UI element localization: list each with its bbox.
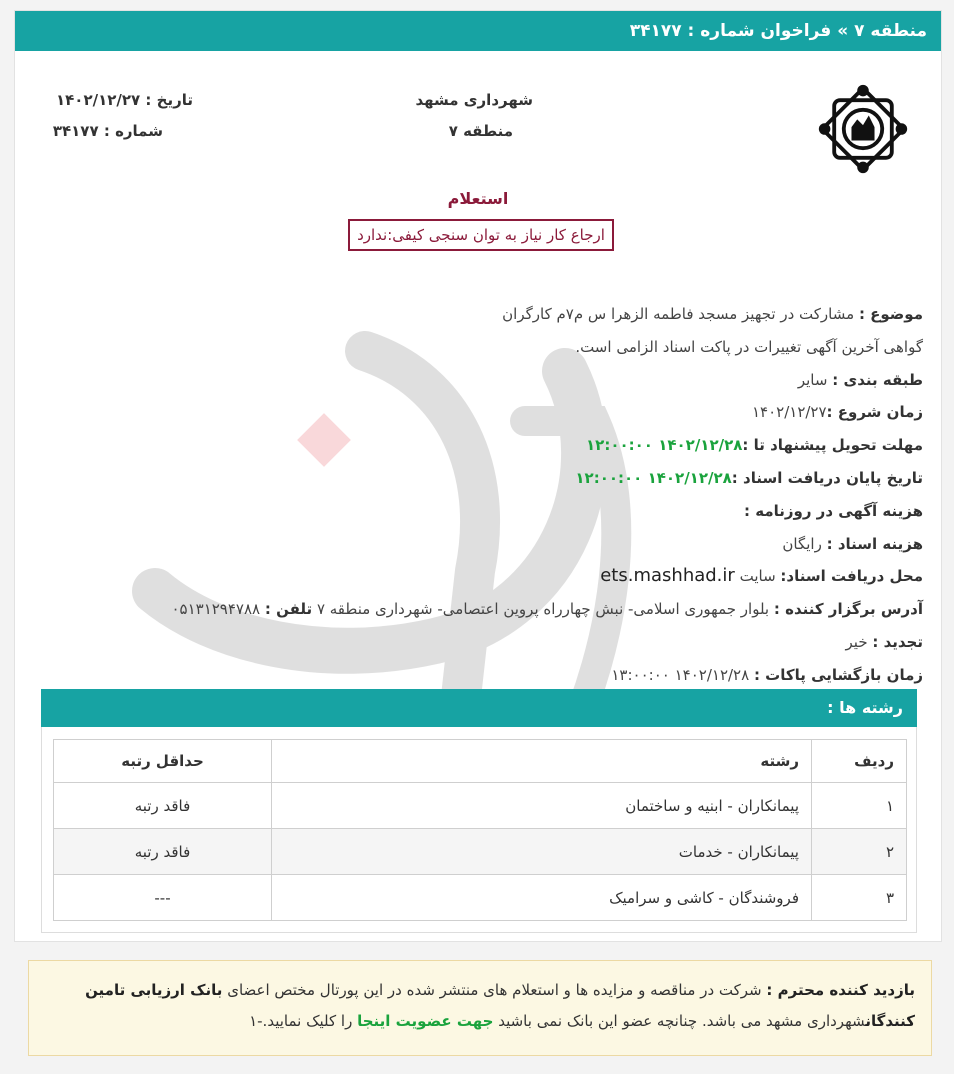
number-value: ۳۴۱۷۷ (52, 122, 99, 140)
row-field: فروشندگان - کاشی و سرامیک (272, 875, 812, 921)
doc-place-prefix: سایت (739, 567, 776, 586)
table-header-row (54, 740, 907, 783)
table-row (54, 875, 907, 921)
notice-text-1: شرکت در مناقصه و مزایده ها و استعلام های منتشر شده در این پورتال مختص اعضای (227, 981, 762, 999)
category-label: طبقه بندی : (832, 370, 923, 389)
date-line (56, 91, 193, 109)
doc-place-row (171, 560, 923, 593)
start-label: زمان شروع : (826, 403, 923, 422)
deadline-row (171, 429, 923, 462)
row-rank: --- (54, 875, 272, 921)
address-value: بلوار جمهوری اسلامی- نبش چهارراه پروین اعتصامی- شهرداری منطقه ۷ (316, 600, 770, 619)
date-value: ۱۴۰۲/۱۲/۲۷ (55, 91, 141, 109)
notice-line: گواهی آخرین آگهی تغییرات در پاکت اسناد الزامی است. (575, 337, 923, 356)
notice-text-3: را کلیک نمایید.-۱ (249, 1012, 353, 1030)
notice-lead: بازدید کننده محترم : (766, 981, 915, 999)
start-row (171, 396, 923, 429)
doc-end-label: تاریخ پایان دریافت اسناد : (731, 468, 923, 487)
row-index: ۲ (812, 829, 907, 875)
tender-card (14, 10, 942, 942)
org-region: منطقه ۷ (448, 122, 513, 140)
opening-row (171, 659, 923, 692)
doc-cost-value: رایگان (782, 534, 822, 553)
doc-end-row (171, 462, 923, 495)
opening-label: زمان بازگشایی پاکات : (753, 665, 923, 684)
inquiry-title: استعلام (447, 189, 509, 208)
doc-cost-row (171, 528, 923, 561)
fields-panel (41, 727, 917, 933)
phone-label: تلفن : (264, 600, 313, 619)
ad-cost-row (171, 495, 923, 528)
deadline-value: ۱۴۰۲/۱۲/۲۸ ۱۲:۰۰:۰۰ (586, 436, 743, 455)
fields-table (53, 739, 907, 921)
renewal-row (171, 626, 923, 659)
notice-text-2: شهرداری مشهد می باشد. چنانچه عضو این بانک نمی باشید (498, 1012, 866, 1030)
category-row (171, 364, 923, 397)
row-rank: فاقد رتبه (54, 829, 272, 875)
row-rank: فاقد رتبه (54, 783, 272, 829)
deadline-label: مهلت تحویل پیشنهاد تا : (742, 436, 923, 455)
doc-place-label: محل دریافت اسناد: (780, 567, 923, 586)
row-index: ۱ (812, 783, 907, 829)
header-rank: حداقل رتبه (54, 740, 272, 783)
quality-note: ارجاع کار نیاز به توان سنجی کیفی:ندارد (348, 219, 614, 251)
row-field: پیمانکاران - ابنیه و ساختمان (272, 783, 812, 829)
number-line (53, 122, 163, 140)
notice-bank: بانک ارزیابی تامین کنندگان (85, 981, 915, 1030)
doc-end-value: ۱۴۰۲/۱۲/۲۸ ۱۲:۰۰:۰۰ (575, 468, 732, 487)
number-label: شماره : (103, 122, 163, 140)
ad-cost-label: هزینه آگهی در روزنامه : (744, 501, 923, 520)
date-label: تاریخ : (145, 91, 193, 109)
municipality-logo (815, 81, 911, 177)
membership-notice (28, 960, 932, 1056)
address-label: آدرس برگزار کننده : (773, 600, 923, 619)
subject-value: مشارکت در تجهیز مسجد فاطمه الزهرا س م۷م کارگران (502, 305, 855, 323)
opening-value: ۱۴۰۲/۱۲/۲۸ ۱۳:۰۰:۰۰ (611, 665, 750, 684)
header-index: ردیف (812, 740, 907, 783)
header-field: رشته (272, 740, 812, 783)
subject-label: موضوع : (858, 305, 923, 323)
doc-place-site[interactable]: ets.mashhad.ir (600, 565, 735, 587)
renewal-label: تجدید : (872, 632, 923, 651)
page-header (15, 11, 941, 51)
row-field: پیمانکاران - خدمات (272, 829, 812, 875)
doc-cost-label: هزینه اسناد : (826, 534, 923, 553)
category-value: سایر (797, 370, 828, 389)
header-title: منطقه ۷ » فراخوان شماره : ۳۴۱۷۷ (629, 21, 927, 41)
address-row (171, 593, 923, 626)
org-name: شهرداری مشهد (415, 91, 533, 109)
phone-value: ۰۵۱۳۱۲۹۴۷۸۸ (171, 600, 261, 619)
table-row (54, 783, 907, 829)
start-value: ۱۴۰۲/۱۲/۲۷ (751, 403, 827, 422)
notice-row (171, 331, 923, 364)
subject-row (171, 298, 923, 331)
fields-header (41, 689, 917, 727)
renewal-value: خیر (845, 632, 868, 651)
fields-title: رشته ها : (827, 698, 903, 717)
row-index: ۳ (812, 875, 907, 921)
tender-details (171, 298, 923, 692)
membership-link[interactable]: جهت عضویت اینجا (357, 1012, 494, 1030)
table-row (54, 829, 907, 875)
